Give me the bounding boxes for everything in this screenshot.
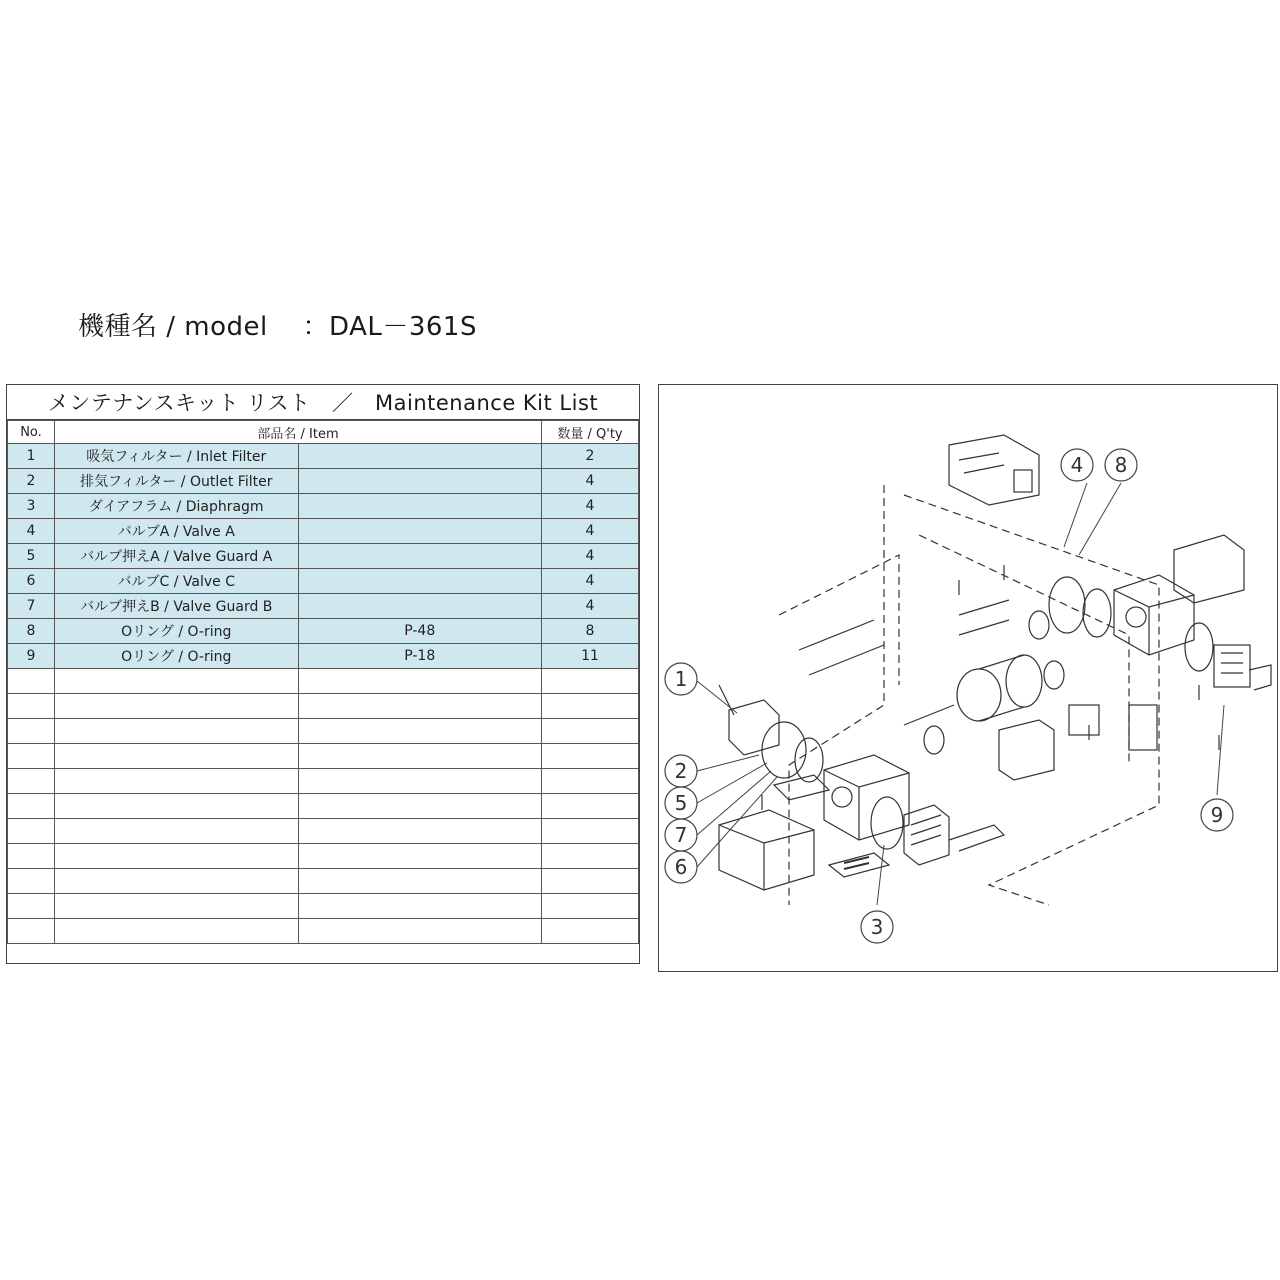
right-valve-block: [1214, 645, 1250, 687]
callout-label-7: 7: [674, 823, 688, 847]
guide-line-left: [789, 485, 884, 905]
row-spec: [298, 519, 542, 544]
front-cover-box: [719, 810, 814, 890]
table-row: [8, 469, 639, 494]
empty-cell: [8, 719, 55, 744]
row-number: 5: [8, 544, 55, 569]
row-quantity: 11: [542, 644, 639, 669]
empty-cell: [55, 719, 299, 744]
empty-cell: [298, 919, 542, 944]
empty-cell: [8, 744, 55, 769]
empty-cell: [8, 694, 55, 719]
exploded-parts-diagram: [658, 384, 1278, 972]
empty-cell: [55, 794, 299, 819]
callout-label-5: 5: [674, 791, 688, 815]
callout-label-1: 1: [674, 667, 688, 691]
row-quantity: 8: [542, 619, 639, 644]
table-header-row: [8, 421, 639, 444]
empty-table-row: [8, 719, 639, 744]
empty-table-row: [8, 794, 639, 819]
upper-rod-assembly: [799, 620, 884, 675]
front-pump-port: [832, 787, 852, 807]
row-spec: [298, 494, 542, 519]
table-row: [8, 544, 639, 569]
table-row: [8, 519, 639, 544]
empty-cell: [542, 844, 639, 869]
callout-label-8: 8: [1114, 453, 1128, 477]
row-item-name: バルブ押えB / Valve Guard B: [55, 594, 299, 619]
model-value: ：DAL－361S: [302, 312, 477, 342]
empty-cell: [542, 694, 639, 719]
row-quantity: 4: [542, 594, 639, 619]
row-number: 8: [8, 619, 55, 644]
back-plate-disc: [1083, 589, 1111, 637]
callout-label-2: 2: [674, 759, 688, 783]
mid-rod-assembly: [959, 600, 1009, 635]
row-item-name: バルブ押えA / Valve Guard A: [55, 544, 299, 569]
empty-cell: [55, 744, 299, 769]
guide-line-right: [904, 495, 1159, 905]
maintenance-kit-table: [6, 384, 640, 964]
empty-cell: [542, 719, 639, 744]
right-top-bracket: [1174, 535, 1244, 603]
empty-cell: [542, 744, 639, 769]
row-spec: [298, 544, 542, 569]
empty-table-row: [8, 744, 639, 769]
row-quantity: 4: [542, 494, 639, 519]
motor-shaft: [904, 705, 954, 725]
empty-cell: [298, 894, 542, 919]
row-item-name: 排気フィルター / Outlet Filter: [55, 469, 299, 494]
empty-cell: [542, 669, 639, 694]
row-number: 6: [8, 569, 55, 594]
row-spec: [298, 569, 542, 594]
motor-front-end: [1006, 655, 1042, 707]
empty-cell: [298, 694, 542, 719]
table-row: [8, 444, 639, 469]
empty-cell: [542, 894, 639, 919]
table-row: [8, 619, 639, 644]
front-cover-edges: [719, 825, 814, 890]
leader-2: [697, 755, 759, 771]
row-item-name: バルブC / Valve C: [55, 569, 299, 594]
empty-cell: [542, 869, 639, 894]
row-number: 2: [8, 469, 55, 494]
empty-cell: [298, 744, 542, 769]
table-row: [8, 494, 639, 519]
row-number: 9: [8, 644, 55, 669]
empty-cell: [8, 869, 55, 894]
row-number: 1: [8, 444, 55, 469]
top-cover-ribs: [959, 453, 1004, 473]
row-spec: P-48: [298, 619, 542, 644]
table-row: [8, 594, 639, 619]
front-valve-fins: [911, 815, 941, 845]
pump-exploded-view: [659, 385, 1276, 970]
empty-table-row: [8, 669, 639, 694]
front-valve-plate: [904, 805, 949, 865]
row-spec: P-18: [298, 644, 542, 669]
base-support: [999, 720, 1054, 780]
row-item-name: 吸気フィルター / Inlet Filter: [55, 444, 299, 469]
model-label: 機種名 / model: [78, 312, 268, 342]
empty-cell: [55, 844, 299, 869]
front-outlet-fitting: [949, 825, 1004, 851]
empty-cell: [542, 794, 639, 819]
table-row: [8, 569, 639, 594]
empty-cell: [298, 869, 542, 894]
empty-cell: [8, 894, 55, 919]
empty-cell: [8, 919, 55, 944]
coupling-ring-b: [1044, 661, 1064, 689]
row-quantity: 2: [542, 444, 639, 469]
empty-cell: [55, 894, 299, 919]
empty-cell: [55, 694, 299, 719]
empty-cell: [8, 769, 55, 794]
table-row: [8, 644, 639, 669]
empty-cell: [8, 794, 55, 819]
right-fitting: [1249, 665, 1271, 690]
row-quantity: 4: [542, 469, 639, 494]
empty-cell: [298, 819, 542, 844]
empty-cell: [8, 844, 55, 869]
guide-line-inner: [919, 535, 1129, 765]
empty-cell: [8, 819, 55, 844]
empty-cell: [298, 719, 542, 744]
empty-table-row: [8, 844, 639, 869]
coupling-ring-a: [1029, 611, 1049, 639]
empty-table-row: [8, 869, 639, 894]
row-number: 3: [8, 494, 55, 519]
row-number: 4: [8, 519, 55, 544]
model-heading: [78, 306, 477, 343]
row-quantity: 4: [542, 544, 639, 569]
row-spec: [298, 594, 542, 619]
callout-label-6: 6: [674, 855, 688, 879]
leader-6: [697, 777, 777, 867]
row-item-name: ダイアフラム / Diaphragm: [55, 494, 299, 519]
motor-body-edges: [979, 655, 1024, 721]
center-mount-plate: [1069, 705, 1099, 735]
empty-cell: [55, 769, 299, 794]
callout-label-9: 9: [1210, 803, 1224, 827]
right-valve-fins: [1221, 653, 1243, 673]
empty-cell: [8, 669, 55, 694]
bottom-mount-slots: [844, 857, 869, 869]
back-pump-head-edges: [1114, 590, 1194, 655]
front-diaphragm-disc: [871, 797, 903, 849]
empty-cell: [298, 794, 542, 819]
center-filter-box: [1129, 705, 1157, 750]
empty-cell: [542, 919, 639, 944]
front-pump-head: [824, 755, 909, 840]
leader-3: [877, 845, 884, 905]
row-item-name: バルブA / Valve A: [55, 519, 299, 544]
guide-line-back: [779, 555, 899, 685]
row-quantity: 4: [542, 519, 639, 544]
row-spec: [298, 469, 542, 494]
kit-list-title: メンテナンスキット リスト ／ Maintenance Kit List: [7, 385, 639, 420]
leader-8: [1079, 483, 1121, 555]
empty-cell: [298, 844, 542, 869]
column-header-item: 部品名 / Item: [55, 421, 542, 444]
empty-cell: [55, 919, 299, 944]
leader-1: [697, 681, 737, 713]
empty-table-row: [8, 769, 639, 794]
row-quantity: 4: [542, 569, 639, 594]
column-header-no: No.: [8, 421, 55, 444]
empty-table-row: [8, 894, 639, 919]
row-item-name: Oリング / O-ring: [55, 619, 299, 644]
row-item-name: Oリング / O-ring: [55, 644, 299, 669]
right-plate-disc: [1185, 623, 1213, 671]
empty-table-row: [8, 819, 639, 844]
coupling-ring-c: [924, 726, 944, 754]
empty-table-row: [8, 694, 639, 719]
empty-cell: [55, 869, 299, 894]
empty-cell: [298, 669, 542, 694]
empty-cell: [542, 819, 639, 844]
leader-4: [1064, 483, 1087, 547]
left-valve-disc: [795, 738, 823, 782]
row-number: 7: [8, 594, 55, 619]
back-pump-port: [1126, 607, 1146, 627]
row-spec: [298, 444, 542, 469]
empty-table-row: [8, 919, 639, 944]
kit-list-grid: [7, 420, 639, 944]
empty-cell: [55, 669, 299, 694]
motor-end: [957, 669, 1001, 721]
callout-label-4: 4: [1070, 453, 1084, 477]
leader-9: [1217, 705, 1224, 795]
top-cover-vent: [1014, 470, 1032, 492]
column-header-qty: 数量 / Q'ty: [542, 421, 639, 444]
empty-cell: [55, 819, 299, 844]
empty-cell: [542, 769, 639, 794]
callout-label-3: 3: [870, 915, 884, 939]
empty-cell: [298, 769, 542, 794]
left-head-plate: [762, 722, 806, 778]
